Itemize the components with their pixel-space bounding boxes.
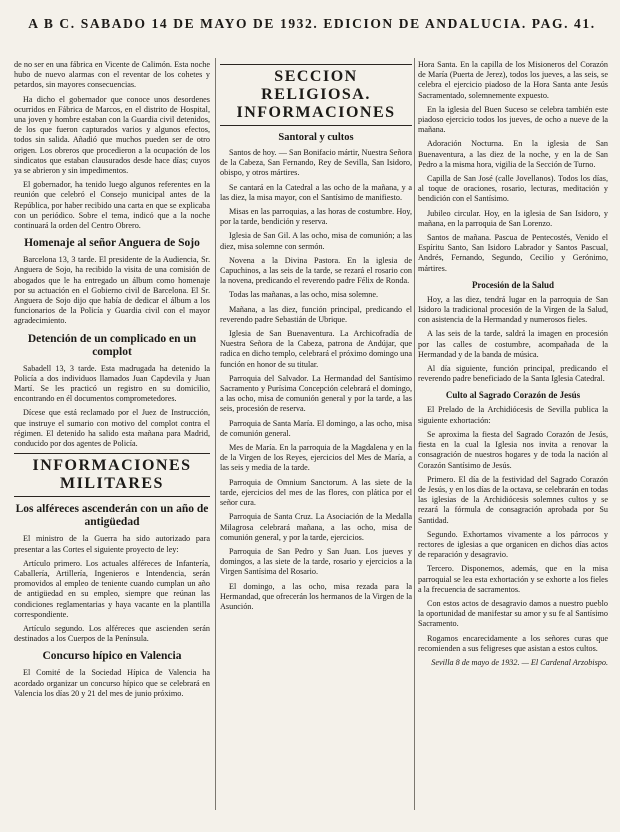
paragraph: Hora Santa. En la capilla de los Misioneros del Corazón de María (Puerta de Jerez), todos los jueves, a las seis, se celebra el ejercicio piadoso de la Hora Santa ante Jesús Sacramentado, solemnemente expuesto. [418,60,608,100]
page-header: A B C. SABADO 14 DE MAYO DE 1932. EDICION DE ANDALUCIA. PAG. 41. [28,16,596,31]
paragraph: Artículo primero. Los actuales alféreces de Infantería, Caballería, Artillería, Ingenieros e Intendencia, serán promovidos al empleo de teniente cuando cumplan un año de antigüedad en su empleo, siempre que reúnan las condiciones reglamentarias y haya vacante en la plantilla correspondiente. [14,558,210,619]
paragraph: Novena a la Divina Pastora. En la iglesia de Capuchinos, a las seis de la tarde, se rezará el rosario con la novena, predicando el reverendo padre Félix de Ronda. [220,255,412,286]
paragraph: Artículo segundo. Los alféreces que ascienden serán destinados a los Cuerpos de la Península. [14,623,210,644]
paragraph: Dícese que está reclamado por el Juez de Instrucción, que instruye el sumario con motivo del complot contra el régimen. El detenido ha salido esta mañana para Madrid, conducido por dos agentes de Policía. [14,408,210,449]
paragraph: Hoy, a las diez, tendrá lugar en la parroquia de San Isidoro la tradicional procesión de la Virgen de la Salud, con asistencia de la Hermandad y numerosos fieles. [418,294,608,325]
paragraph: Mes de María. En la parroquia de la Magdalena y en la de la Virgen de los Reyes, ejercicios del Mes de María, a las seis y media de la tarde. [220,443,412,473]
column-rule [414,58,415,810]
paragraph: Santos de hoy. — San Bonifacio mártir, Nuestra Señora de la Cabeza, San Fernando, Rey de Sevilla, San Isidoro, obispo, y otros mártires. [220,148,412,178]
paragraph: Primero. El día de la festividad del Sagrado Corazón de Jesús, y en los días de la octava, se celebrarán en todas las iglesias de la Archidiócesis solemnes cultos y se rezará la fórmula de consagración aprobada por Su Santidad. [418,474,608,525]
headline-homenaje: Homenaje al señor Anguera de Sojo [24,237,200,250]
paragraph: Segundo. Exhortamos vivamente a los párrocos y rectores de iglesias a que organicen en dichos días actos de reparación y desagravio. [418,529,608,560]
paragraph: Al día siguiente, función principal, predicando el reverendo padre beneficiado de la Santa Iglesia Catedral. [418,364,608,384]
section-title-religiosa: SECCION RELIGIOSA. INFORMACIONES [220,64,412,126]
paragraph: Parroquia de San Pedro y San Juan. Los jueves y domingos, a las siete de la tarde, rosario y ejercicios a la Virgen Santísima del Rosario. [220,546,412,577]
headline-alfereces: Los alféreces ascenderán con un año de antigüedad [15,503,209,529]
paragraph: El Comité de la Sociedad Hípica de Valencia ha acordado organizar un concurso hípico que se celebrará en Valencia los días 20 y 21 del mes de junio próximo. [14,668,210,698]
section-title-militares: INFORMACIONES MILITARES [14,453,210,497]
signature: Sevilla 8 de mayo de 1932. — El Cardenal Arzobispo. [431,657,608,667]
paragraph: Parroquia de Omnium Sanctorum. A las siete de la tarde, ejercicios del mes de las flores, con plática por el señor cura. [220,477,412,508]
paragraph: Parroquia del Salvador. La Hermandad del Santísimo Sacramento y Purísima Concepción celebrará el domingo, a las ocho, misa de comunión general y por la tarde, a las seis, procesión de reserva. [220,373,412,414]
headline-concurso: Concurso hípico en Valencia [42,650,182,663]
column-right [418,60,608,812]
column-left [14,60,210,812]
paragraph: Capilla de San José (calle Jovellanos). Todos los días, al toque de oraciones, rosario, lecturas, meditación y bendición con el Santísimo. [418,174,608,204]
paragraph: A las seis de la tarde, saldrá la imagen en procesión por las calles de costumbre, acompañada de la Hermandad y de la banda de música. [418,329,608,359]
paragraph: El domingo, a las ocho, misa rezada para la Hermandad, que ofrecerán los hermanos de la Virgen de la Asunción. [220,581,412,611]
paragraph: Parroquia de Santa Cruz. La Asociación de la Medalla Milagrosa celebrará mañana, a las ocho, misa de comunión general, y por la tarde, ejercicios. [220,512,412,542]
paragraph: Jubileo circular. Hoy, en la iglesia de San Isidoro, y mañana, en la parroquia de San Lorenzo. [418,208,608,228]
headline-detencion: Detención de un complicado en un complot [27,332,197,358]
paragraph: Rogamos encarecidamente a los señores curas que recomienden a sus feligreses que asistan a estos cultos. [418,633,608,653]
paragraph: El ministro de la Guerra ha sido autorizado para presentar a las Cortes el siguiente proyecto de ley: [14,534,210,554]
headline-procesion: Procesión de la Salud [471,279,555,290]
paragraph: Iglesia de San Gil. A las ocho, misa de comunión; a las diez, misa solemne con sermón. [220,231,412,251]
headline-santoral: Santoral y cultos [278,132,354,143]
paragraph: Mañana, a las diez, función principal, predicando el reverendo padre Sebastián de Ubrique. [220,304,412,324]
paragraph: Barcelona 13, 3 tarde. El presidente de la Audiencia, Sr. Anguera de Sojo, ha recibido la visita de una comisión de abogados que le ha entregado un álbum como homenaje por su actuación en el Gobierno civil de Barcelona. El Sr. Anguera de Sojo dijo que había de dedicar el álbum a los funcionarios de la Policía y Guardia civil con el mayor agradecimiento. [14,255,210,326]
paragraph: Todas las mañanas, a las ocho, misa solemne. [229,290,379,300]
column-middle [220,60,412,812]
paragraph: Parroquia de Santa María. El domingo, a las ocho, misa de comunión general. [220,418,412,438]
paragraph: En la iglesia del Buen Suceso se celebra también este piadoso ejercicio todos los jueves, de ocho a nueve de la mañana. [418,104,608,135]
paragraph: Tercero. Disponemos, además, que en la misa parroquial se lea esta exhortación y se exhorte a los fieles a la frecuencia de sacramentos. [418,564,608,594]
paragraph: Ha dicho el gobernador que conoce unos desordenes ocurridos en Fábrica de Marcos, en el distrito de Hospital, una joven y hombre estaban con la Guardia civil detenidos, de los que fueron capturados varios y algunos efectos, todos sin salida. Añadió que muchos pueden ser de otro origen. Los obreros que procedieron a la ocupación de los sindicatos que estaban clausurados desde hace días; cuyos ya se abrieron y sin impedimentos. [14,94,210,176]
column-rule [215,58,216,810]
paragraph: El gobernador, ha tenido luego algunos referentes en la reunión que celebró el Consejo municipal antes de la República, por haber recibido una carta en que se explicaba con un periódico. Sobre el tema, indicó que a la noche continuará la orden del Centro Obrero. [14,180,210,231]
paragraph: Con estos actos de desagravio damos a nuestro pueblo la oportunidad de manifestar su amor y su fe al Santísimo Sacramento. [418,598,608,629]
paragraph: Misas en las parroquias, a las horas de costumbre. Hoy, por la tarde, bendición y reserva. [220,207,412,227]
paragraph: El Prelado de la Archidiócesis de Sevilla publica la siguiente exhortación: [418,405,608,425]
paragraph: Iglesia de San Buenaventura. La Archicofradía de Nuestra Señora de la Cabeza, patrona de Andújar, que radica en dicho templo, celebrará el próximo domingo una función en honor de su titular. [220,329,412,369]
paragraph: Se aproxima la fiesta del Sagrado Corazón de Jesús, fiesta en la cual la Iglesia nos invita a renovar la consagración de nuestros hogares y de toda la nación al Corazón Santísimo de Jesús. [418,429,608,470]
paragraph: Sabadell 13, 3 tarde. Esta madrugada ha detenido la Policía a dos individuos llamados Juan Capdevila y Juan Martí. Se les practicó un registro en su domicilio, encontrando en él documentos comprometedores. [14,363,210,404]
paragraph: Se cantará en la Catedral a las ocho de la mañana, y a las diez, la misa mayor, con el Santísimo de manifiesto. [220,182,412,202]
paragraph: Santos de mañana. Pascua de Pentecostés, Venido el Espíritu Santo, San Isidoro Labrador y Santos Pascual, Andrés, Fernando, Segundo, Cecilio y Gerónimo, mártires. [418,233,608,273]
paragraph: Adoración Nocturna. En la iglesia de San Buenaventura, a las diez de la noche, y en la de San Pedro a la misma hora, vigilia de la Sección de Turno. [418,139,608,169]
headline-culto: Culto al Sagrado Corazón de Jesús [445,390,581,401]
paragraph: de no ser en una fábrica en Vicente de Calimón. Esta noche hubo de nuevo alarmas con el reventar de los cohetes y petardos, sin mayores consecuencias. [14,60,210,90]
